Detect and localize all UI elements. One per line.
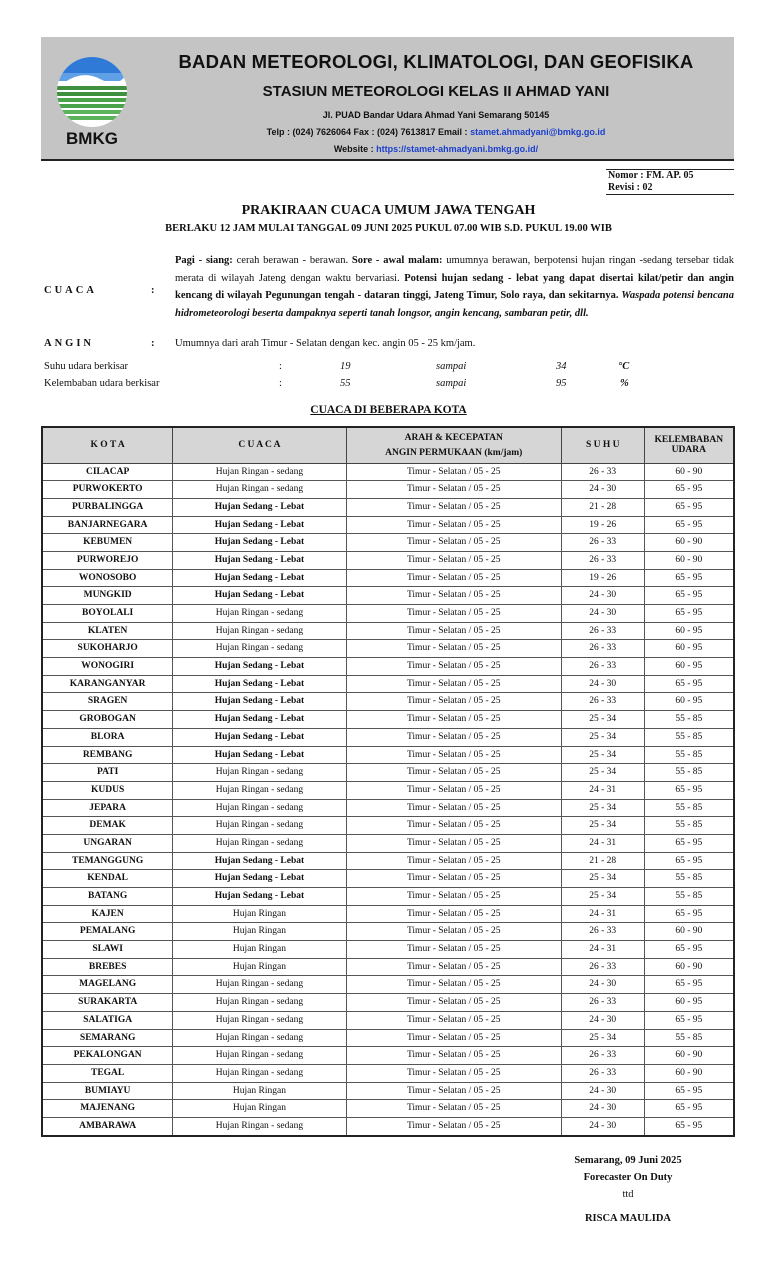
temp-cell: 26 - 33 xyxy=(561,534,644,552)
signature-place-date: Semarang, 09 Juni 2025 xyxy=(574,1155,682,1166)
temp-cell: 26 - 33 xyxy=(561,923,644,941)
weather-cell: Hujan Ringan - sedang xyxy=(173,834,346,852)
city-cell: BREBES xyxy=(42,958,173,976)
humidity-cell: 65 - 95 xyxy=(644,1082,734,1100)
angin-colon: : xyxy=(151,338,155,349)
wind-cell: Timur - Selatan / 05 - 25 xyxy=(346,1011,561,1029)
city-cell: REMBANG xyxy=(42,746,173,764)
wind-cell: Timur - Selatan / 05 - 25 xyxy=(346,658,561,676)
temp-cell: 24 - 30 xyxy=(561,1011,644,1029)
logo-text: BMKG xyxy=(66,129,118,148)
wind-cell: Timur - Selatan / 05 - 25 xyxy=(346,817,561,835)
wind-cell: Timur - Selatan / 05 - 25 xyxy=(346,569,561,587)
city-cell: BOYOLALI xyxy=(42,605,173,623)
wind-cell: Timur - Selatan / 05 - 25 xyxy=(346,976,561,994)
wind-cell: Timur - Selatan / 05 - 25 xyxy=(346,622,561,640)
sore-label: Sore - awal malam: xyxy=(351,255,443,266)
table-row xyxy=(42,587,734,605)
weather-cell: Hujan Sedang - Lebat xyxy=(173,534,346,552)
weather-cell: Hujan Sedang - Lebat xyxy=(173,569,346,587)
weather-cell: Hujan Ringan - sedang xyxy=(173,1047,346,1065)
city-cell: SALATIGA xyxy=(42,1011,173,1029)
humidity-cell: 55 - 85 xyxy=(644,1029,734,1047)
temp-cell: 25 - 34 xyxy=(561,728,644,746)
table-row xyxy=(42,799,734,817)
col-cuaca: C U A C A xyxy=(173,427,346,463)
city-cell: TEMANGGUNG xyxy=(42,852,173,870)
wind-cell: Timur - Selatan / 05 - 25 xyxy=(346,764,561,782)
doc-revisi: Revisi : 02 xyxy=(608,182,653,193)
table-row xyxy=(42,569,734,587)
city-cell: SRAGEN xyxy=(42,693,173,711)
angin-label: ANGIN xyxy=(44,338,95,349)
temp-cell: 26 - 33 xyxy=(561,622,644,640)
table-row xyxy=(42,958,734,976)
wind-cell: Timur - Selatan / 05 - 25 xyxy=(346,941,561,959)
weather-cell: Hujan Ringan - sedang xyxy=(173,463,346,481)
angin-description: Umumnya dari arah Timur - Selatan dengan kec. angin 05 - 25 km/jam. xyxy=(175,338,476,349)
doc-nomor: Nomor : FM. AP. 05 xyxy=(608,170,694,181)
city-cell: MAJENANG xyxy=(42,1100,173,1118)
humidity-cell: 65 - 95 xyxy=(644,516,734,534)
weather-cell: Hujan Ringan - sedang xyxy=(173,994,346,1012)
humidity-cell: 60 - 95 xyxy=(644,622,734,640)
table-row xyxy=(42,1100,734,1118)
weather-cell: Hujan Sedang - Lebat xyxy=(173,551,346,569)
weather-cell: Hujan Sedang - Lebat xyxy=(173,516,346,534)
weather-cell: Hujan Ringan - sedang xyxy=(173,799,346,817)
wind-cell: Timur - Selatan / 05 - 25 xyxy=(346,870,561,888)
cities-title xyxy=(0,404,777,416)
city-cell: PATI xyxy=(42,764,173,782)
cities-title-text: CUACA DI BEBERAPA KOTA xyxy=(310,404,467,416)
humidity-cell: 60 - 95 xyxy=(644,658,734,676)
table-row xyxy=(42,675,734,693)
weather-cell: Hujan Sedang - Lebat xyxy=(173,675,346,693)
col-suhu: S U H U xyxy=(561,427,644,463)
table-row xyxy=(42,640,734,658)
temp-cell: 24 - 30 xyxy=(561,605,644,623)
weather-cell: Hujan Sedang - Lebat xyxy=(173,746,346,764)
wind-cell: Timur - Selatan / 05 - 25 xyxy=(346,1082,561,1100)
kelembaban-label: Kelembaban udara berkisar xyxy=(44,378,160,389)
weather-cell: Hujan Sedang - Lebat xyxy=(173,870,346,888)
temp-cell: 24 - 30 xyxy=(561,1117,644,1135)
temp-cell: 24 - 31 xyxy=(561,834,644,852)
table-row xyxy=(42,551,734,569)
humidity-cell: 65 - 95 xyxy=(644,852,734,870)
humidity-cell: 55 - 85 xyxy=(644,799,734,817)
agency-name: BADAN METEOROLOGI, KLIMATOLOGI, DAN GEOFISIKA xyxy=(178,51,694,72)
weather-cell: Hujan Ringan - sedang xyxy=(173,817,346,835)
temp-cell: 26 - 33 xyxy=(561,693,644,711)
validity-subtitle: BERLAKU 12 JAM MULAI TANGGAL 09 JUNI 2025 PUKUL 07.00 WIB S.D. PUKUL 19.00 WIB xyxy=(165,223,612,234)
humidity-cell: 55 - 85 xyxy=(644,728,734,746)
temp-cell: 24 - 31 xyxy=(561,905,644,923)
city-cell: SEMARANG xyxy=(42,1029,173,1047)
weather-cell: Hujan Ringan - sedang xyxy=(173,781,346,799)
humidity-cell: 65 - 95 xyxy=(644,905,734,923)
wind-cell: Timur - Selatan / 05 - 25 xyxy=(346,905,561,923)
weather-cell: Hujan Ringan - sedang xyxy=(173,976,346,994)
address: Jl. PUAD Bandar Udara Ahmad Yani Semarang 50145 xyxy=(322,110,550,120)
humidity-cell: 65 - 95 xyxy=(644,675,734,693)
humidity-cell: 60 - 90 xyxy=(644,551,734,569)
weather-cell: Hujan Ringan - sedang xyxy=(173,1029,346,1047)
weather-cell: Hujan Ringan - sedang xyxy=(173,622,346,640)
weather-cell: Hujan Sedang - Lebat xyxy=(173,498,346,516)
weather-cell: Hujan Sedang - Lebat xyxy=(173,587,346,605)
table-row xyxy=(42,463,734,481)
weather-cell: Hujan Ringan xyxy=(173,941,346,959)
cuaca-label: CUACA xyxy=(44,285,97,296)
table-row xyxy=(42,693,734,711)
humidity-cell: 65 - 95 xyxy=(644,481,734,499)
table-row xyxy=(42,905,734,923)
weather-cell: Hujan Sedang - Lebat xyxy=(173,888,346,906)
city-cell: JEPARA xyxy=(42,799,173,817)
weather-cell: Hujan Ringan - sedang xyxy=(173,1064,346,1082)
table-row xyxy=(42,1082,734,1100)
wind-cell: Timur - Selatan / 05 - 25 xyxy=(346,605,561,623)
wind-cell: Timur - Selatan / 05 - 25 xyxy=(346,640,561,658)
temp-cell: 19 - 26 xyxy=(561,516,644,534)
table-row xyxy=(42,852,734,870)
humidity-cell: 60 - 95 xyxy=(644,693,734,711)
weather-cell: Hujan Ringan - sedang xyxy=(173,1117,346,1135)
table-row xyxy=(42,622,734,640)
city-cell: SURAKARTA xyxy=(42,994,173,1012)
table-row xyxy=(42,534,734,552)
humidity-cell: 65 - 95 xyxy=(644,941,734,959)
humidity-cell: 65 - 95 xyxy=(644,781,734,799)
table-row xyxy=(42,941,734,959)
wind-cell: Timur - Selatan / 05 - 25 xyxy=(346,958,561,976)
city-cell: WONOSOBO xyxy=(42,569,173,587)
temp-cell: 24 - 31 xyxy=(561,781,644,799)
city-cell: BLORA xyxy=(42,728,173,746)
col-angin-line2: ANGIN PERMUKAAN (km/jam) xyxy=(385,447,523,458)
website-line xyxy=(141,144,731,154)
table-row xyxy=(42,976,734,994)
weather-cell: Hujan Ringan - sedang xyxy=(173,481,346,499)
email-link[interactable]: stamet.ahmadyani@bmkg.go.id xyxy=(470,127,606,137)
weather-cell: Hujan Ringan xyxy=(173,1100,346,1118)
city-cell: PURWOREJO xyxy=(42,551,173,569)
humidity-cell: 55 - 85 xyxy=(644,764,734,782)
doc-info-box xyxy=(606,169,734,195)
city-cell: UNGARAN xyxy=(42,834,173,852)
letterhead xyxy=(41,37,734,160)
table-row xyxy=(42,888,734,906)
col-rh-line2: UDARA xyxy=(671,445,706,456)
temp-cell: 25 - 34 xyxy=(561,746,644,764)
kelembaban-unit: % xyxy=(620,378,629,389)
city-cell: MUNGKID xyxy=(42,587,173,605)
table-row xyxy=(42,781,734,799)
temp-cell: 26 - 33 xyxy=(561,463,644,481)
weather-cell: Hujan Ringan xyxy=(173,905,346,923)
wind-cell: Timur - Selatan / 05 - 25 xyxy=(346,463,561,481)
col-rh-line1: KELEMBABAN xyxy=(654,435,724,446)
temp-cell: 25 - 34 xyxy=(561,764,644,782)
city-cell: PEMALANG xyxy=(42,923,173,941)
table-row xyxy=(42,1064,734,1082)
humidity-cell: 55 - 85 xyxy=(644,870,734,888)
temp-cell: 24 - 31 xyxy=(561,941,644,959)
table-row xyxy=(42,834,734,852)
city-cell: DEMAK xyxy=(42,817,173,835)
table-row xyxy=(42,605,734,623)
wind-cell: Timur - Selatan / 05 - 25 xyxy=(346,481,561,499)
humidity-cell: 65 - 95 xyxy=(644,587,734,605)
table-row xyxy=(42,1047,734,1065)
weather-cell: Hujan Ringan xyxy=(173,923,346,941)
suhu-label: Suhu udara berkisar xyxy=(44,361,128,372)
humidity-cell: 60 - 90 xyxy=(644,463,734,481)
wind-cell: Timur - Selatan / 05 - 25 xyxy=(346,1100,561,1118)
wind-cell: Timur - Selatan / 05 - 25 xyxy=(346,888,561,906)
city-cell: KENDAL xyxy=(42,870,173,888)
page-title: PRAKIRAAN CUACA UMUM JAWA TENGAH xyxy=(241,203,536,218)
table-row xyxy=(42,994,734,1012)
table-row xyxy=(42,923,734,941)
weather-cell: Hujan Sedang - Lebat xyxy=(173,658,346,676)
humidity-cell: 55 - 85 xyxy=(644,817,734,835)
wind-cell: Timur - Selatan / 05 - 25 xyxy=(346,781,561,799)
weather-cell: Hujan Ringan - sedang xyxy=(173,605,346,623)
temp-cell: 26 - 33 xyxy=(561,658,644,676)
table-row xyxy=(42,728,734,746)
signature-ttd: ttd xyxy=(622,1189,634,1200)
table-row xyxy=(42,1011,734,1029)
temp-cell: 24 - 30 xyxy=(561,1082,644,1100)
weather-cell: Hujan Ringan - sedang xyxy=(173,1011,346,1029)
wind-cell: Timur - Selatan / 05 - 25 xyxy=(346,852,561,870)
humidity-cell: 65 - 95 xyxy=(644,834,734,852)
weather-cell: Hujan Sedang - Lebat xyxy=(173,852,346,870)
temp-cell: 26 - 33 xyxy=(561,994,644,1012)
wind-cell: Timur - Selatan / 05 - 25 xyxy=(346,551,561,569)
humidity-cell: 65 - 95 xyxy=(644,1100,734,1118)
humidity-cell: 65 - 95 xyxy=(644,976,734,994)
humidity-cell: 60 - 90 xyxy=(644,534,734,552)
table-row xyxy=(42,498,734,516)
station-name: STASIUN METEOROLOGI KELAS II AHMAD YANI xyxy=(262,83,610,100)
city-cell: KUDUS xyxy=(42,781,173,799)
weather-cell: Hujan Ringan xyxy=(173,1082,346,1100)
wind-cell: Timur - Selatan / 05 - 25 xyxy=(346,923,561,941)
humidity-cell: 65 - 95 xyxy=(644,569,734,587)
city-cell: TEGAL xyxy=(42,1064,173,1082)
city-forecast-table xyxy=(41,426,735,1137)
temp-cell: 25 - 34 xyxy=(561,1029,644,1047)
table-row xyxy=(42,1029,734,1047)
contact-text: Telp : (024) 7626064 Fax : (024) 7613817 Email : xyxy=(266,127,471,137)
temp-cell: 24 - 30 xyxy=(561,675,644,693)
temp-cell: 25 - 34 xyxy=(561,888,644,906)
city-cell: PEKALONGAN xyxy=(42,1047,173,1065)
signature-role: Forecaster On Duty xyxy=(583,1172,673,1183)
weather-cell: Hujan Ringan - sedang xyxy=(173,764,346,782)
wind-cell: Timur - Selatan / 05 - 25 xyxy=(346,693,561,711)
kelembaban-max: 95 xyxy=(556,378,567,389)
suhu-max: 34 xyxy=(556,361,567,372)
temp-cell: 26 - 33 xyxy=(561,958,644,976)
temp-cell: 24 - 30 xyxy=(561,587,644,605)
temp-cell: 26 - 33 xyxy=(561,551,644,569)
col-angin-line1: ARAH & KECEPATAN xyxy=(404,432,503,443)
table-row xyxy=(42,870,734,888)
weather-cell: Hujan Ringan xyxy=(173,958,346,976)
humidity-cell: 60 - 95 xyxy=(644,994,734,1012)
wind-cell: Timur - Selatan / 05 - 25 xyxy=(346,834,561,852)
city-cell: PURBALINGGA xyxy=(42,498,173,516)
wind-cell: Timur - Selatan / 05 - 25 xyxy=(346,1064,561,1082)
wind-cell: Timur - Selatan / 05 - 25 xyxy=(346,994,561,1012)
wind-cell: Timur - Selatan / 05 - 25 xyxy=(346,799,561,817)
city-cell: KEBUMEN xyxy=(42,534,173,552)
temp-cell: 25 - 34 xyxy=(561,817,644,835)
humidity-cell: 55 - 85 xyxy=(644,888,734,906)
city-cell: CILACAP xyxy=(42,463,173,481)
temp-cell: 19 - 26 xyxy=(561,569,644,587)
col-angin xyxy=(346,427,561,463)
pagi-label: Pagi - siang: xyxy=(175,255,233,266)
weather-cell: Hujan Sedang - Lebat xyxy=(173,728,346,746)
bmkg-logo xyxy=(55,52,129,148)
city-cell: KLATEN xyxy=(42,622,173,640)
wind-cell: Timur - Selatan / 05 - 25 xyxy=(346,675,561,693)
table-row xyxy=(42,764,734,782)
suhu-unit: °C xyxy=(618,361,630,372)
weather-cell: Hujan Ringan - sedang xyxy=(173,640,346,658)
suhu-sep: sampai xyxy=(436,361,467,372)
suhu-colon: : xyxy=(279,361,282,372)
table-row xyxy=(42,817,734,835)
wind-cell: Timur - Selatan / 05 - 25 xyxy=(346,746,561,764)
humidity-cell: 55 - 85 xyxy=(644,746,734,764)
table-row xyxy=(42,746,734,764)
col-kota: K O T A xyxy=(42,427,173,463)
city-cell: BUMIAYU xyxy=(42,1082,173,1100)
kelembaban-sep: sampai xyxy=(436,378,467,389)
city-cell: KARANGANYAR xyxy=(42,675,173,693)
humidity-cell: 65 - 95 xyxy=(644,605,734,623)
temp-cell: 25 - 34 xyxy=(561,870,644,888)
sore-text: umumnya berawan, berpotensi hujan ringan -sedang tersebar tidak merata di wilayah Jateng dengan waktu bervariasi. xyxy=(175,255,734,284)
temp-cell: 26 - 33 xyxy=(561,1047,644,1065)
waspada-text: Waspada potensi bencana hidrometeorologi beserta dampaknya seperti tanah longsor, angin kencang, sambaran petir, dll. xyxy=(175,290,734,319)
temp-cell: 21 - 28 xyxy=(561,498,644,516)
city-cell: WONOGIRI xyxy=(42,658,173,676)
suhu-min: 19 xyxy=(340,361,351,372)
wind-cell: Timur - Selatan / 05 - 25 xyxy=(346,1117,561,1135)
wind-cell: Timur - Selatan / 05 - 25 xyxy=(346,1047,561,1065)
humidity-cell: 60 - 95 xyxy=(644,640,734,658)
cuaca-description xyxy=(175,252,734,322)
city-cell: SLAWI xyxy=(42,941,173,959)
temp-cell: 26 - 33 xyxy=(561,1064,644,1082)
city-cell: GROBOGAN xyxy=(42,711,173,729)
humidity-cell: 60 - 90 xyxy=(644,1047,734,1065)
table-row xyxy=(42,1117,734,1135)
humidity-cell: 60 - 90 xyxy=(644,923,734,941)
humidity-cell: 55 - 85 xyxy=(644,711,734,729)
weather-cell: Hujan Sedang - Lebat xyxy=(173,693,346,711)
temp-cell: 21 - 28 xyxy=(561,852,644,870)
wind-cell: Timur - Selatan / 05 - 25 xyxy=(346,534,561,552)
cuaca-colon: : xyxy=(151,285,155,296)
city-cell: SUKOHARJO xyxy=(42,640,173,658)
city-cell: BATANG xyxy=(42,888,173,906)
wind-cell: Timur - Selatan / 05 - 25 xyxy=(346,711,561,729)
city-cell: KAJEN xyxy=(42,905,173,923)
temp-cell: 25 - 34 xyxy=(561,799,644,817)
potensi-text: Potensi hujan sedang - lebat yang dapat disertai kilat/petir dan angin kencang di wilayah Pegunungan tengah - dataran tinggi, Jateng Timur, Solo raya, dan sekitarnya. xyxy=(175,272,735,301)
city-cell: AMBARAWA xyxy=(42,1117,173,1135)
col-kelembaban xyxy=(644,427,734,463)
city-cell: MAGELANG xyxy=(42,976,173,994)
city-cell: PURWOKERTO xyxy=(42,481,173,499)
website-link[interactable]: https://stamet-ahmadyani.bmkg.go.id/ xyxy=(376,144,539,154)
pagi-text: cerah berawan - berawan. xyxy=(232,255,352,266)
humidity-cell: 65 - 95 xyxy=(644,498,734,516)
table-row xyxy=(42,481,734,499)
temp-cell: 26 - 33 xyxy=(561,640,644,658)
humidity-cell: 60 - 90 xyxy=(644,1064,734,1082)
wind-cell: Timur - Selatan / 05 - 25 xyxy=(346,728,561,746)
wind-cell: Timur - Selatan / 05 - 25 xyxy=(346,1029,561,1047)
wind-cell: Timur - Selatan / 05 - 25 xyxy=(346,587,561,605)
header-divider xyxy=(41,159,734,161)
city-cell: BANJARNEGARA xyxy=(42,516,173,534)
kelembaban-min: 55 xyxy=(340,378,351,389)
temp-cell: 24 - 30 xyxy=(561,1100,644,1118)
kelembaban-colon: : xyxy=(279,378,282,389)
table-row xyxy=(42,516,734,534)
temp-cell: 24 - 30 xyxy=(561,976,644,994)
table-row xyxy=(42,711,734,729)
website-label: Website : xyxy=(333,144,377,154)
humidity-cell: 65 - 95 xyxy=(644,1011,734,1029)
contact-line xyxy=(141,127,731,137)
weather-cell: Hujan Sedang - Lebat xyxy=(173,711,346,729)
wind-cell: Timur - Selatan / 05 - 25 xyxy=(346,516,561,534)
wind-cell: Timur - Selatan / 05 - 25 xyxy=(346,498,561,516)
temp-cell: 24 - 30 xyxy=(561,481,644,499)
humidity-cell: 65 - 95 xyxy=(644,1117,734,1135)
table-row xyxy=(42,658,734,676)
humidity-cell: 60 - 90 xyxy=(644,958,734,976)
signature-name: RISCA MAULIDA xyxy=(584,1213,672,1224)
temp-cell: 25 - 34 xyxy=(561,711,644,729)
